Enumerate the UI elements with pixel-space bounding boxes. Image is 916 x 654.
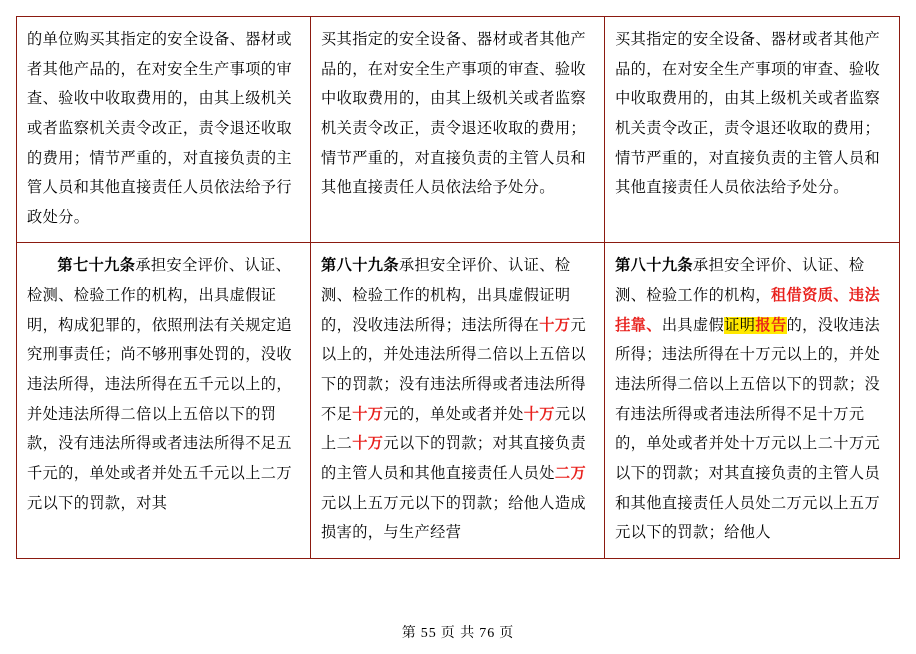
text-run: 十万 bbox=[539, 316, 571, 334]
table-row bbox=[17, 17, 900, 243]
paragraph-text bbox=[321, 25, 594, 203]
text-run: 检验工作的机构，出具虚假证明的，没收 bbox=[321, 287, 571, 334]
text-run: 元以上二 bbox=[321, 405, 587, 453]
text-run: 的罚款；给他人造成损害的，与生产经营 bbox=[321, 494, 587, 542]
table-row bbox=[17, 243, 900, 558]
footer-current-page: 55 bbox=[420, 626, 437, 641]
text-run: 的，在对安全生产事项的审查、验收中收 bbox=[321, 60, 587, 108]
text-run: 证明 bbox=[724, 316, 756, 334]
text-run: 令改正，责令退还收取的费用；情节严重 bbox=[321, 119, 587, 167]
text-run: 十万 bbox=[352, 435, 384, 453]
text-run: 退还收取的费用；情节严重的，对直 bbox=[27, 119, 292, 167]
text-run: 令改正，责令退还收取的费用；情节严重 bbox=[615, 119, 881, 167]
text-run: 直接责任人员处 bbox=[445, 464, 555, 482]
text-run: 的罚款；对其直接负责的主管人员和其他 bbox=[321, 435, 587, 482]
footer-middle: 页 共 bbox=[440, 626, 476, 641]
text-run: 任人员依法给予处分。 bbox=[693, 179, 849, 197]
paragraph-text bbox=[321, 251, 594, 547]
text-run: 承担安全评价、认证、检测、 bbox=[321, 257, 571, 305]
text-run: 有违法所得或者违法所得不足 bbox=[321, 376, 587, 423]
paragraph-text bbox=[615, 251, 889, 547]
text-run: 元以上五万元以下 bbox=[321, 494, 446, 512]
text-run: 机关或者监察机关责令改正，责令 bbox=[27, 90, 292, 137]
text-run: 十万 bbox=[352, 405, 384, 423]
text-run: 接负责的主管人员和其他直接责任 bbox=[27, 149, 292, 197]
text-run: 审查、验收中收取费用的，由其上级 bbox=[27, 60, 292, 108]
text-run: 元以上的，并 bbox=[321, 316, 587, 364]
text-run: 或者其他产品的，在对安全生产事项的 bbox=[27, 31, 292, 78]
text-run: 检验工作的机构， bbox=[646, 287, 771, 305]
footer-prefix: 第 bbox=[401, 626, 417, 641]
paragraph-text bbox=[27, 25, 300, 232]
text-run: 的，没收违法所得；违 bbox=[615, 316, 881, 364]
cell-r1-c2 bbox=[311, 17, 605, 243]
footer-suffix: 页 bbox=[499, 626, 515, 641]
text-run: 的，对直接负责的主管人员和其他直接责 bbox=[615, 149, 881, 197]
cell-r1-c3 bbox=[605, 17, 900, 243]
document-page bbox=[0, 16, 916, 654]
text-run: 单处或者并处 bbox=[430, 405, 524, 423]
text-run: 的，对直接负责的主管人员和其他直接责 bbox=[321, 149, 587, 197]
text-run: 的单位购买其指定的安全设备、器材 bbox=[27, 31, 277, 48]
footer-total-pages: 76 bbox=[479, 626, 496, 641]
text-run: 出具虚假 bbox=[661, 316, 725, 334]
cell-r1-c1 bbox=[17, 17, 311, 243]
article-label: 第八十九条 bbox=[615, 257, 693, 275]
text-run: 二万 bbox=[554, 464, 587, 482]
text-run: 承担安全评价、认证、检测、 bbox=[615, 257, 865, 305]
paragraph-text bbox=[27, 251, 300, 518]
text-run: 元以下 bbox=[383, 435, 431, 453]
comparison-table bbox=[16, 16, 900, 559]
cell-r2-c2 bbox=[311, 243, 605, 558]
text-run: 或者违法所得不足十万元的，单处或者并 bbox=[615, 405, 865, 453]
text-run: 任人员依法给予处分。 bbox=[398, 179, 555, 197]
article-body: 承担安全评价、认证、检测、检验工作的机构，出具虚假证明，构成犯罪的，依照刑法有关规定追究刑事责任；尚不够刑事处罚的，没收违法所得，违法所得在五千元以上的，并处违法所得二倍以上五倍以下的罚款，没有违法所得或者违法所得不足五千元的，单处或者并处五千元以上二万元以下的罚款，对其 bbox=[27, 257, 292, 512]
paragraph-text bbox=[615, 25, 889, 203]
text-run: 违法所得；违法所得在 bbox=[383, 316, 540, 334]
text-run: 元的， bbox=[383, 405, 431, 423]
cell-r2-c1 bbox=[17, 243, 311, 558]
text-run: 处违法所得二倍以上五倍以下的罚款；没 bbox=[321, 346, 587, 394]
text-run: 取费用的，由其上级机关或者监察机关责 bbox=[615, 90, 881, 137]
text-run: 的，在对安全生产事项的审查、验收中收 bbox=[615, 60, 881, 108]
text-run: 直接负责的主管人员和其他直接责任人员 bbox=[615, 464, 881, 512]
page-footer bbox=[0, 622, 916, 642]
text-run: 买其指定的安全设备、器材或者其他产品 bbox=[321, 31, 587, 78]
text-run: 处二万元以上五万元以下的罚款；给他人 bbox=[615, 494, 881, 542]
text-run: 倍以上五倍以下的罚款；没有违法所得 bbox=[615, 376, 881, 423]
text-run: 租借资质、违法挂靠、 bbox=[615, 287, 881, 334]
article-label: 第七十九条 bbox=[57, 257, 136, 275]
text-run: 报告 bbox=[755, 316, 787, 334]
text-run: 法所得在十万元以上的，并处违法所得二 bbox=[615, 346, 881, 394]
article-label: 第八十九条 bbox=[321, 257, 399, 275]
text-run: 处十万元以上二十万元以下的罚款；对其 bbox=[615, 435, 881, 482]
text-run: 取费用的，由其上级机关或者监察机关责 bbox=[321, 90, 587, 137]
text-run: 买其指定的安全设备、器材或者其他产品 bbox=[615, 31, 881, 78]
cell-r2-c3 bbox=[605, 243, 900, 558]
text-run: 十万 bbox=[523, 405, 555, 423]
text-run: 人员依法给予行政处分。 bbox=[27, 179, 292, 226]
